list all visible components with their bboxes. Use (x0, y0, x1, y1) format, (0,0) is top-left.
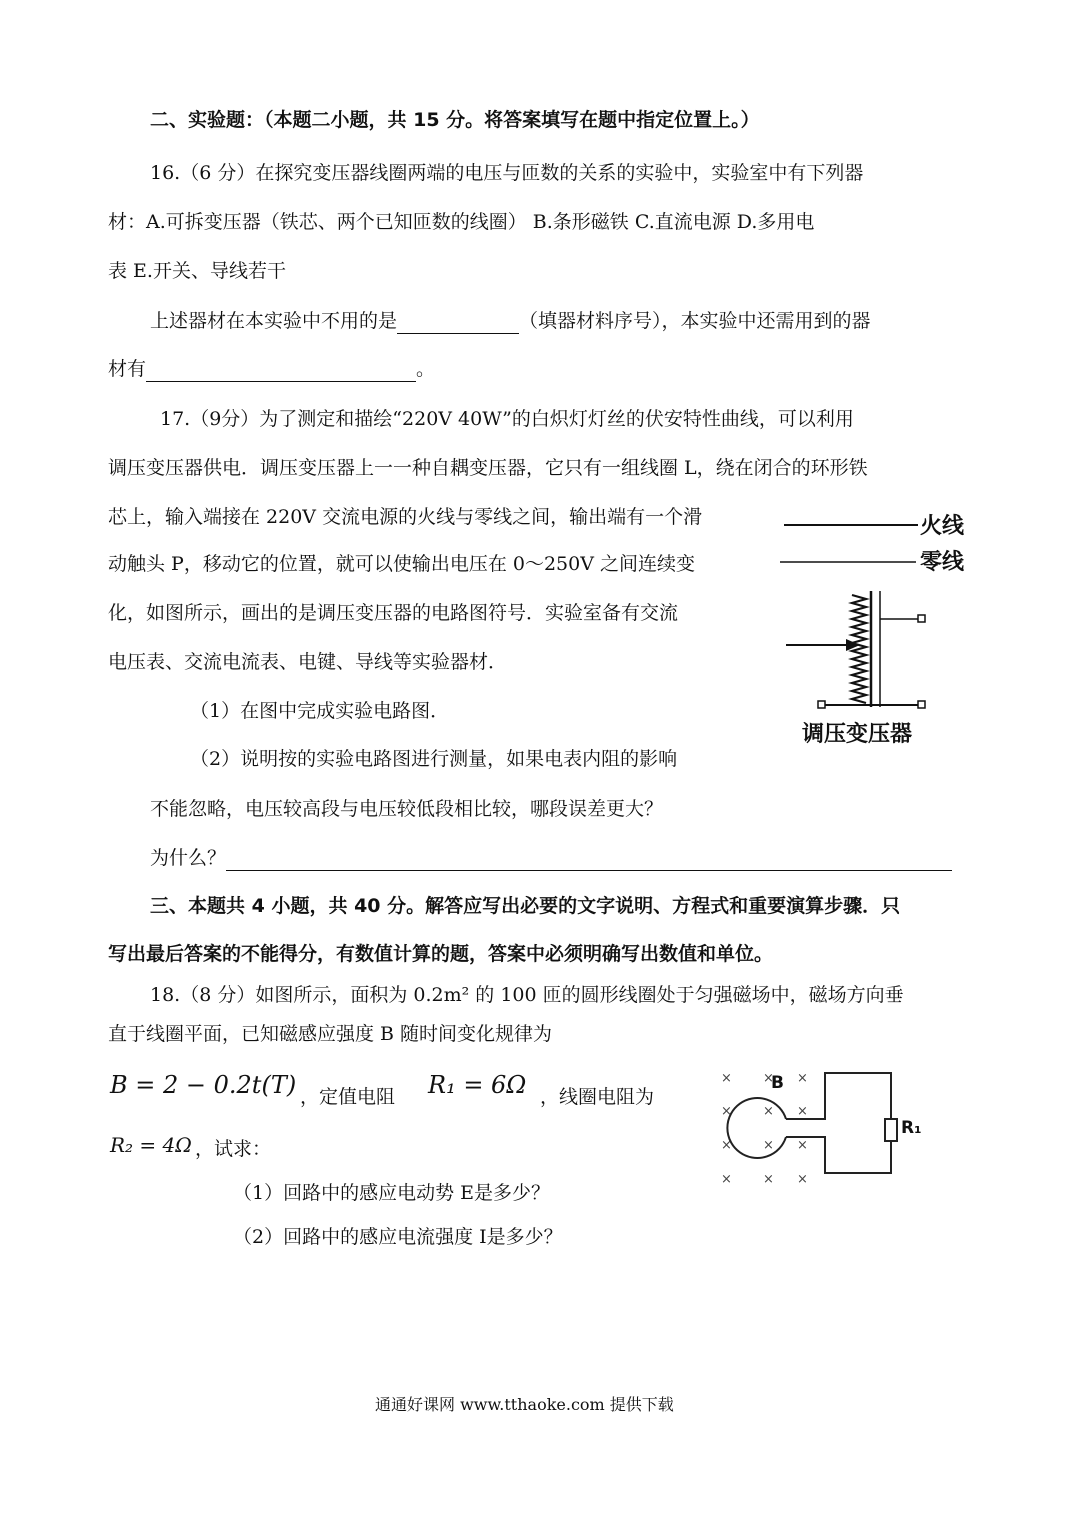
field-mark: × (763, 1138, 774, 1153)
field-mark: × (721, 1104, 732, 1119)
neutral-wire-label: 零线 (920, 550, 965, 575)
page-footer: 通通好课网 www.tthaoke.com 提供下载 (375, 1395, 674, 1414)
q16-line4-text-a: 上述器材在本实验中不用的是 (150, 310, 398, 332)
q18-sub2: （2）回路中的感应电流强度 I是多少？ (233, 1226, 563, 1248)
resistor-r1 (885, 1119, 897, 1141)
q16-line5 (108, 356, 435, 382)
q18-text-a: ，定值电阻 (300, 1086, 396, 1108)
resistor-r1-label: R₁ (901, 1118, 922, 1138)
q16-line5-text-b: 。 (416, 358, 436, 380)
q18-equation-r2: R₂ = 4Ω (110, 1133, 192, 1157)
q16-line3: 表 E.开关、导线若干 (108, 260, 286, 282)
q18-text-c: ，试求： (195, 1138, 272, 1160)
field-mark: × (797, 1104, 808, 1119)
q17-line8-text: 为什么？ (150, 847, 227, 869)
field-mark: × (763, 1071, 774, 1086)
q18-equation-b: B = 2 − 0.2t(T) (110, 1071, 297, 1099)
q18-line2: 直于线圈平面，已知磁感应强度 B 随时间变化规律为 (108, 1023, 553, 1045)
q17-line6: 电压表、交流电流表、电键、导线等实验器材． (108, 651, 508, 673)
live-wire-label: 火线 (920, 514, 965, 539)
field-mark: × (721, 1138, 732, 1153)
section2-heading: 二、实验题：（本题二小题，共 15 分。将答案填写在题中指定位置上。） (150, 109, 760, 131)
transformer-diagram (780, 505, 980, 755)
q18-sub1: （1）回路中的感应电动势 E是多少？ (233, 1182, 550, 1204)
output-terminal-bottom (918, 701, 925, 708)
section3-line2: 写出最后答案的不能得分，有数值计算的题，答案中必须明确写出数值和单位。 (108, 943, 774, 965)
output-terminal-top (918, 615, 925, 622)
q17-line3: 芯上，输入端接在 220V 交流电源的火线与零线之间，输出端有一个滑 (108, 506, 703, 528)
q17-sub1: （1）在图中完成实验电路图． (190, 700, 450, 722)
q17-answer-blank[interactable] (226, 850, 952, 871)
circular-coil (727, 1098, 786, 1158)
q17-line7: 不能忽略，电压较高段与电压较低段相比较，哪段误差更大？ (150, 798, 664, 820)
q17-line8 (150, 845, 952, 871)
q16-line2: 材：A.可拆变压器（铁芯、两个已知匝数的线圈） B.条形磁铁 C.直流电源 D.多用电 (108, 211, 815, 233)
q17-line4: 动触头 P，移动它的位置，就可以使输出电压在 0～250V 之间连续变 (108, 553, 695, 575)
field-mark: × (721, 1071, 732, 1086)
q17-line5: 化，如图所示，画出的是调压变压器的电路图符号．实验室备有交流 (108, 602, 679, 624)
field-mark: × (797, 1071, 808, 1086)
q17-line2: 调压变压器供电．调压变压器上一一种自耦变压器，它只有一组线圈 L，绕在闭合的环形铁 (108, 457, 868, 479)
field-mark: × (797, 1138, 808, 1153)
field-b-label: B (771, 1073, 784, 1093)
q16-line5-text-a: 材有 (108, 358, 147, 380)
q16-line4-text-b: （填器材料序号），本实验中还需用到的器 (519, 310, 871, 332)
q18-equation-r1: R₁ = 6Ω (428, 1071, 527, 1099)
input-terminal-left (818, 701, 825, 708)
q18-text-b: ，线圈电阻为 (540, 1086, 655, 1108)
q17-sub2: （2）说明按的实验电路图进行测量，如果电表内阻的影响 (190, 748, 678, 770)
coil-winding (852, 595, 866, 703)
q16-line1: 16.（6 分）在探究变压器线圈两端的电压与匝数的关系的实验中，实验室中有下列器 (150, 162, 864, 184)
transformer-caption: 调压变压器 (802, 722, 913, 747)
field-mark: × (763, 1104, 774, 1119)
q17-line1: 17.（9分）为了测定和描绘“220V 40W”的白炽灯灯丝的伏安特性曲线，可以利用 (160, 408, 854, 430)
q16-line4 (150, 308, 871, 334)
q18-line1: 18.（8 分）如图所示，面积为 0.2m² 的 100 匝的圆形线圈处于匀强磁场中，磁场方向垂 (150, 984, 904, 1006)
section3-line1: 三、本题共 4 小题，共 40 分。解答应写出必要的文字说明、方程式和重要演算步骤．只 (150, 895, 901, 917)
q16-answer-blank-2[interactable] (146, 361, 416, 382)
q16-answer-blank-1[interactable] (397, 313, 519, 334)
field-mark: × (797, 1172, 808, 1187)
field-mark: × (721, 1172, 732, 1187)
field-mark: × (763, 1172, 774, 1187)
